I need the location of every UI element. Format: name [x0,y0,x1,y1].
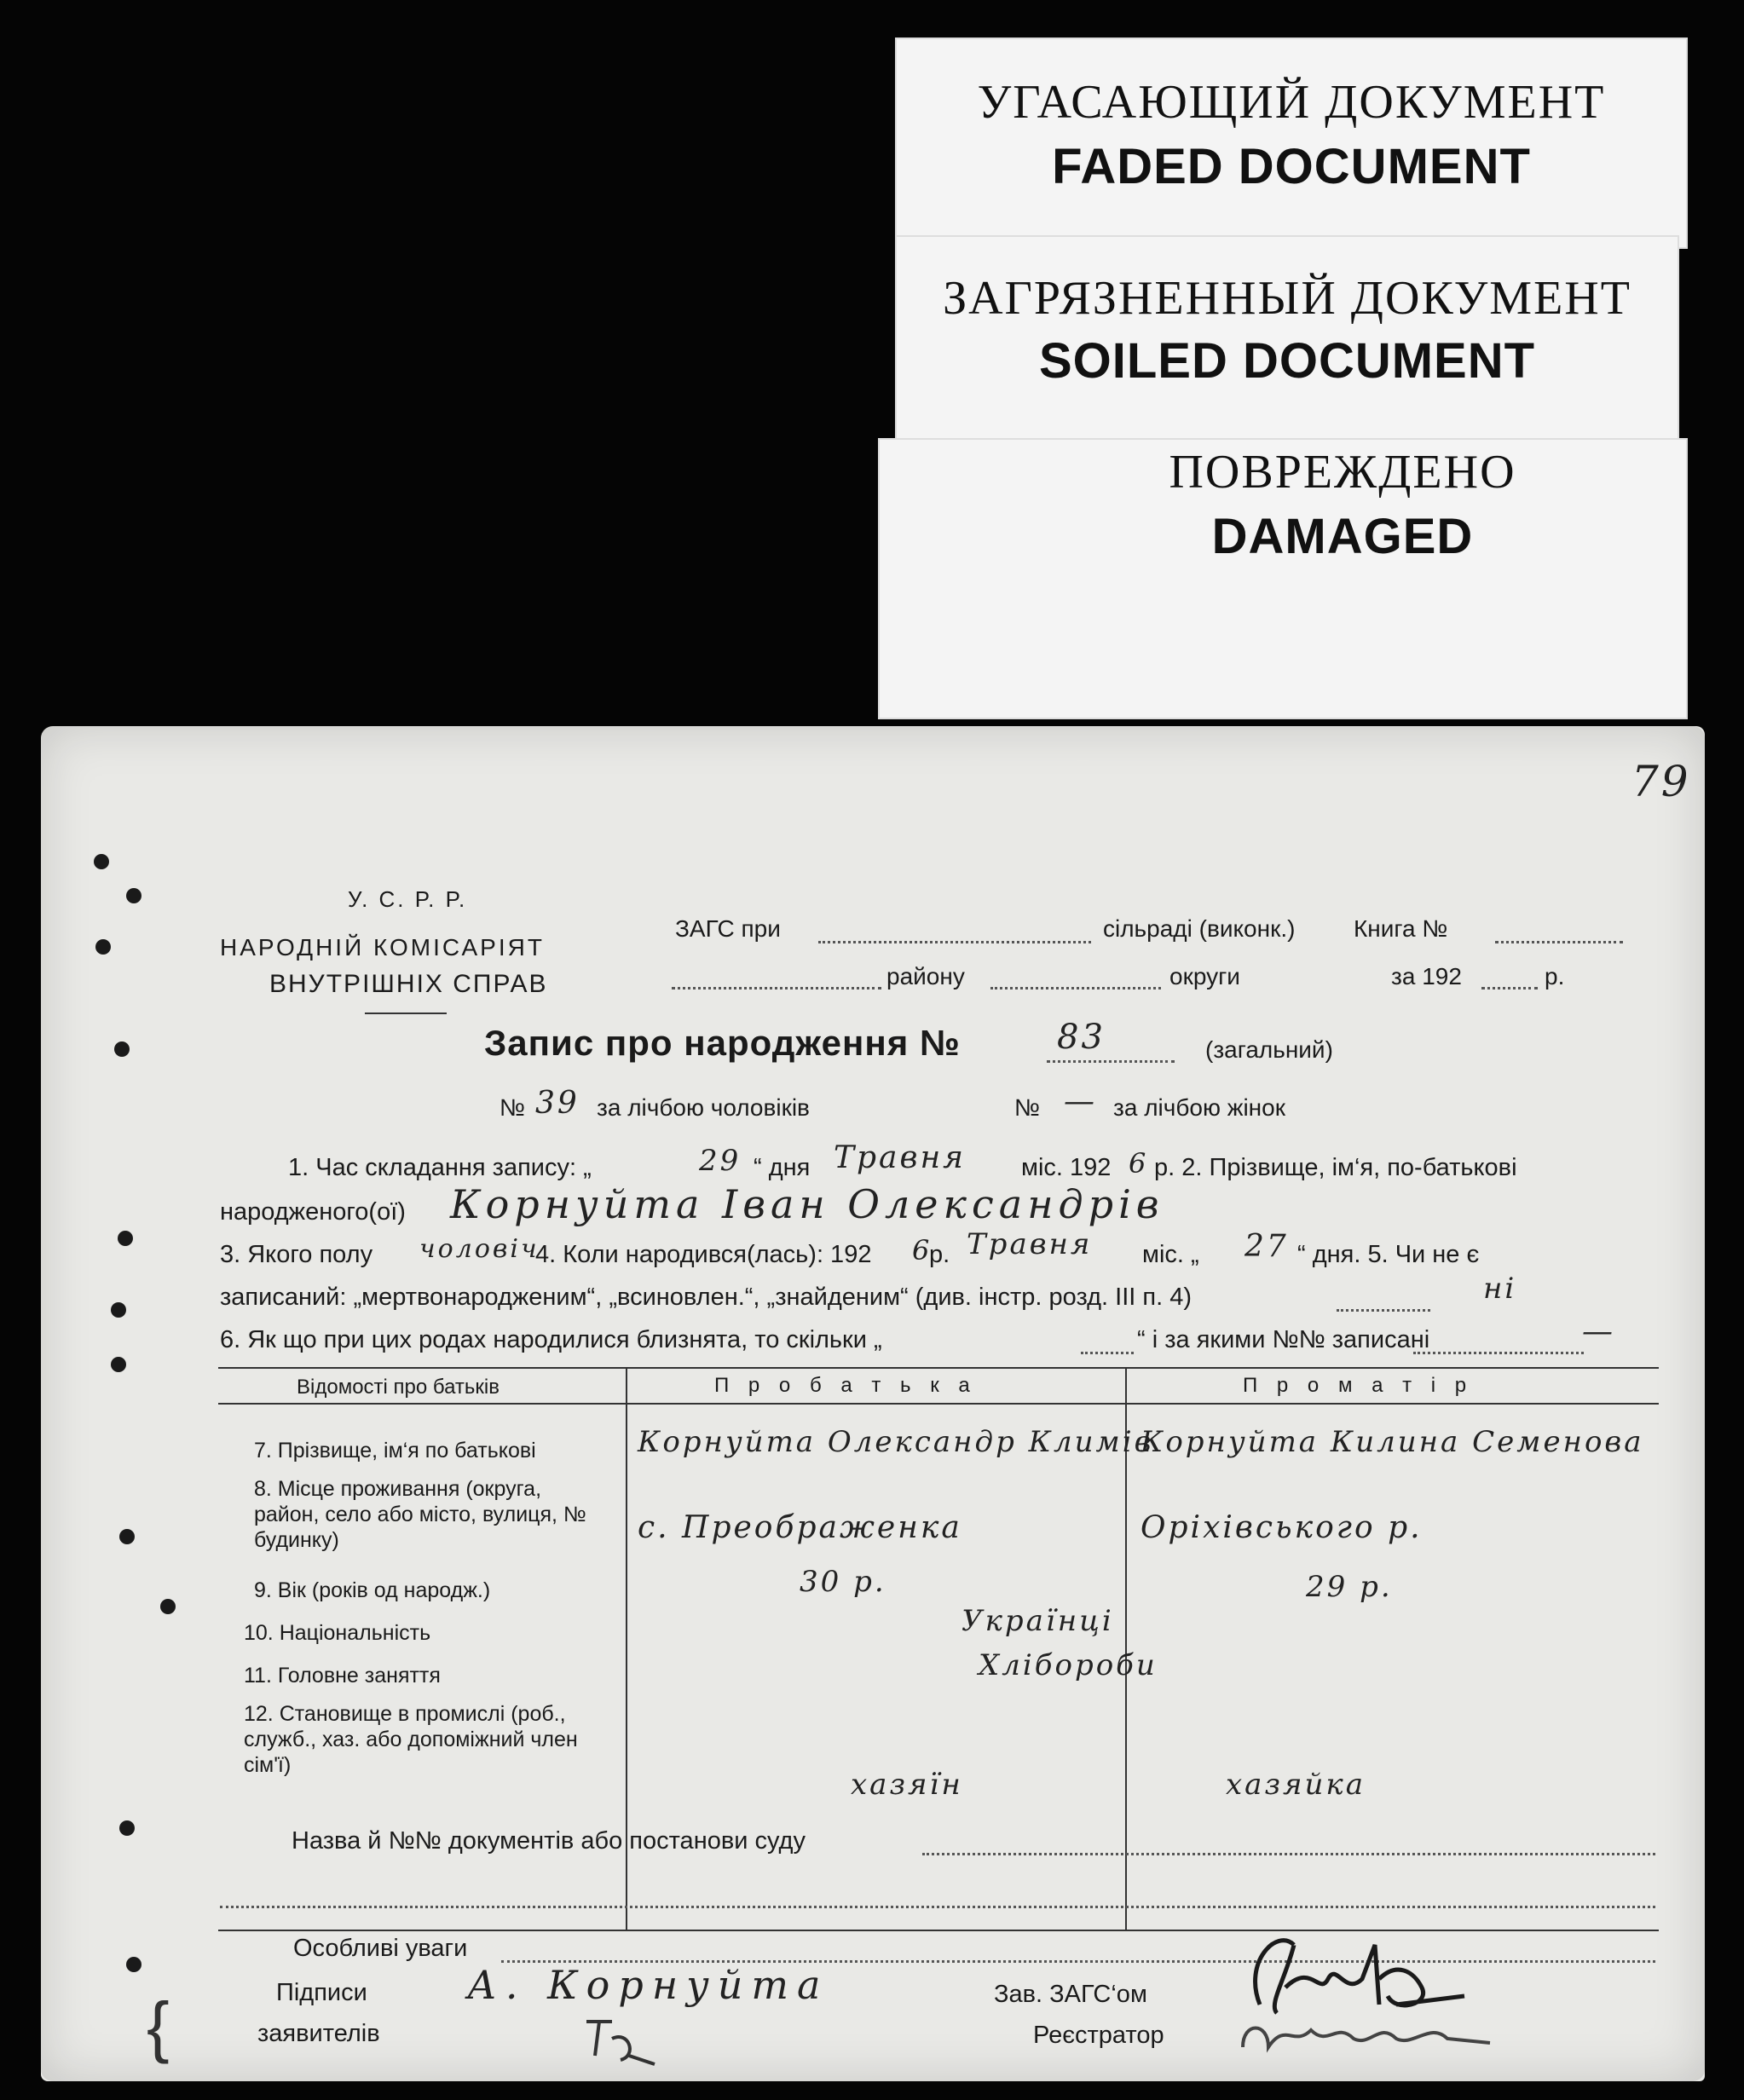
documents-field [922,1853,1655,1855]
label-damaged-ru: ПОВРЕЖДЕНО [1169,446,1516,499]
documents-field-2 [220,1906,1655,1908]
okrugy-label: округи [1169,963,1240,989]
field-1-label: 1. Час складання запису: „ [288,1154,592,1181]
documents-label: Назва й №№ документів або постанови суду [292,1827,806,1855]
child-name: Корнуйта Іван Олександрів [450,1181,1164,1227]
women-label: за лічбою жінок [1113,1094,1285,1121]
women-number: — [1064,1084,1097,1119]
raionu-label: району [886,963,965,989]
punch-hole [111,1357,126,1372]
father-status: хазяїн [851,1768,963,1802]
field-4-year: 6 [912,1234,933,1266]
punch-hole [114,1041,130,1057]
commissariat-line1: НАРОДНІЙ КОМІСАРІЯТ [220,934,545,961]
table-header-border [218,1403,1659,1405]
field-4-month: Травня [967,1227,1093,1261]
field-6-count-field [1081,1352,1134,1354]
year-r-label: р. [1545,963,1565,989]
label-soiled-ru: ЗАГРЯЗНЕННЫЙ ДОКУМЕНТ [943,272,1631,325]
field-6-value: — [1582,1314,1615,1349]
applicant-signature: А. Корнуйта [467,1962,829,2008]
record-general-label: (загальний) [1205,1036,1333,1063]
punch-hole [119,1529,135,1544]
label-faded-en: FADED DOCUMENT [1052,139,1531,194]
row-10-label: 10. Національність [244,1621,431,1645]
signatures-label: Підписи [276,1979,367,2006]
field-2-born-label: народженого(ої) [220,1198,406,1226]
field-6-label: 6. Як що при цих родах народилися близнята, то скільки „ [220,1326,882,1353]
row-8-label: 8. Місце проживання (округа, район, село або місто, вулиця, № будинку) [254,1477,586,1552]
republic-label: У. С. Р. Р. [348,886,468,912]
col-header-mother: П р о м а т і р [1243,1374,1474,1397]
punch-hole [126,1957,141,1972]
label-faded-ru: УГАСАЮЩИЙ ДОКУМЕНТ [977,76,1606,129]
row-9-label: 9. Вік (років од народж.) [254,1578,491,1602]
applicants-label: заявителів [257,2020,380,2047]
year-label: за 192 [1391,963,1462,989]
label-damaged-en: DAMAGED [1211,509,1474,564]
field-5-options-label: записаний: „мертвонародженим“, „всиновлен.“, „знайденим“ (див. інстр. розд. III п. 4) [220,1284,1192,1311]
head-label: Зав. ЗАГС‘ом [994,1981,1147,2008]
zags-field [818,941,1091,943]
raion-field [672,987,881,989]
field-3-sex: чоловіч [419,1234,540,1264]
okrug-field [990,987,1161,989]
row-7-label: 7. Прізвище, ім‘я по батькові [254,1439,536,1462]
book-label: Книга № [1354,915,1448,942]
special-notes-label: Особливі уваги [293,1935,468,1962]
father-age: 30 р. [800,1565,886,1599]
col-header-father: П р о б а т ь к а [714,1374,977,1397]
father-residence: с. Преображенка [638,1510,962,1545]
punch-hole [94,854,109,869]
applicant-brace: { [147,1988,170,2064]
header-underline [365,1012,447,1014]
field-4-r-label: р. [929,1241,950,1268]
record-title: Запис про народження № [484,1023,961,1063]
field-5-value: ні [1483,1272,1517,1306]
field-4-day: 27 [1244,1229,1289,1264]
punch-hole [119,1820,135,1836]
nationality: Українці [962,1604,1114,1638]
field-1-year: 6 [1129,1147,1149,1180]
mother-name: Корнуйта Килина Семенова [1141,1425,1644,1459]
punch-hole [126,888,141,903]
men-label: за лічбою чоловіків [597,1094,810,1121]
page-number: 79 [1631,757,1691,806]
father-name: Корнуйта Олександр Климів [638,1425,1154,1459]
field-6-numbers-field [1413,1352,1584,1354]
label-faded-document [895,38,1688,249]
field-1-month: Травня [834,1140,967,1175]
punch-hole [95,939,111,955]
commissariat-line2: ВНУТРІШНІХ СПРАВ [269,970,548,998]
women-no-label: № [1014,1094,1041,1121]
field-2-label: р. 2. Прізвище, ім‘я, по-батькові [1154,1154,1517,1181]
punch-hole [160,1599,176,1614]
occupation: Хлібороби [979,1648,1158,1682]
silradi-label: сільраді (виконк.) [1103,915,1296,942]
punch-hole [118,1231,133,1246]
mother-status: хазяйка [1226,1768,1366,1802]
record-number-field [1047,1060,1175,1063]
punch-hole [111,1302,126,1318]
field-4-label: 4. Коли народився(лась): 192 [535,1241,872,1268]
book-field [1495,941,1623,943]
label-soiled-document [895,235,1679,448]
field-5-dots [1337,1309,1430,1312]
row-12-label: 12. Становище в промислі (роб., служб., хаз. або допоміжний член сім'ї) [244,1702,578,1777]
table-top-border [218,1367,1659,1369]
men-number: 39 [535,1086,580,1121]
mother-residence: Оріхівського р. [1141,1510,1423,1545]
registrar-label: Реєстратор [1033,2022,1164,2049]
field-1-month-label: міс. 192 [1021,1154,1112,1181]
field-3-label: 3. Якого полу [220,1241,373,1268]
field-6-numbers-label: “ і за якими №№ записані [1137,1326,1430,1353]
col-header-info: Відомості про батьків [297,1376,500,1399]
zags-label: ЗАГС при [675,915,781,942]
label-damaged-document [878,438,1688,719]
field-4-month-label: міс. „ [1142,1241,1199,1268]
field-1-day: 29 [699,1144,742,1178]
field-5-label: “ дня. 5. Чи не є [1297,1241,1480,1268]
record-number: 83 [1057,1018,1106,1057]
men-no-label: № [500,1094,526,1121]
year-field [1481,987,1538,989]
registrar-signature [1234,2005,1507,2064]
applicant-mark [569,2005,672,2073]
field-1-day-label: “ дня [754,1154,811,1181]
mother-age: 29 р. [1306,1570,1393,1604]
row-11-label: 11. Головне заняття [244,1664,441,1688]
label-soiled-en: SOILED DOCUMENT [1038,333,1536,389]
birth-record-sheet [41,726,1705,2081]
